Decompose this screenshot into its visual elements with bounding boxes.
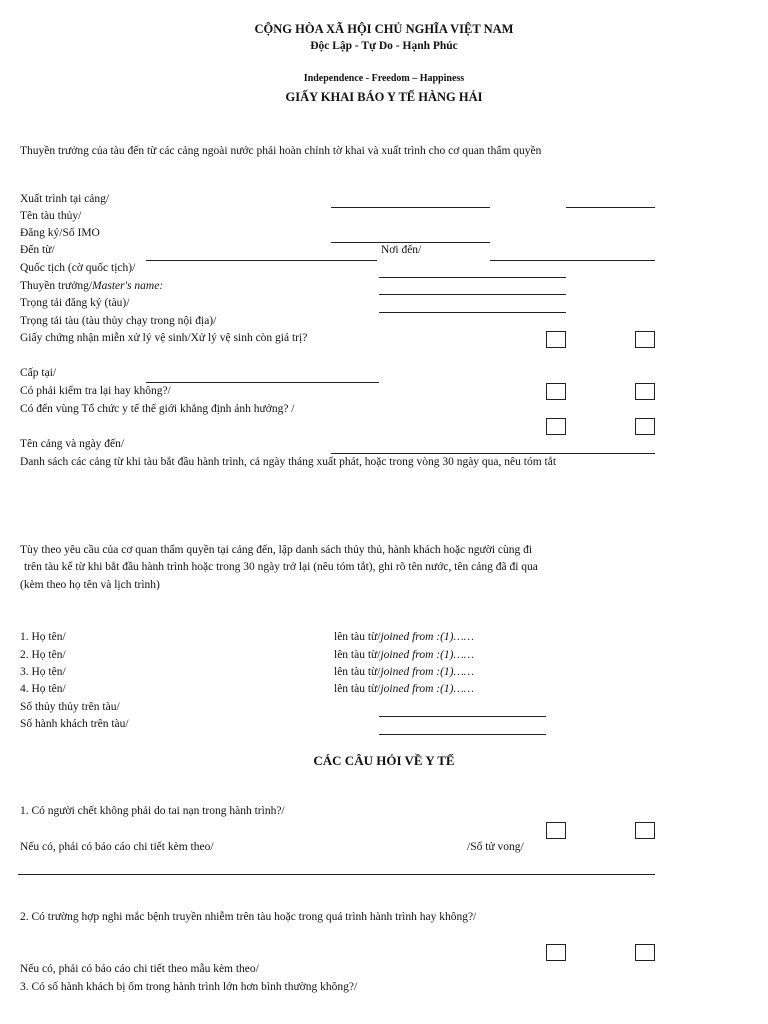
- crew-row-joined: [334, 667, 474, 679]
- health-question-1-deaths: /Số tử vong/: [467, 841, 524, 853]
- health-question-1: 1. Có người chết không phải do tai nạn trong hành trình?/: [20, 805, 285, 817]
- field-xuat-trinh-date-line[interactable]: [566, 207, 655, 208]
- field-xuat-trinh-line[interactable]: [331, 207, 490, 208]
- health-question-2-detail: Nếu có, phải có báo cáo chi tiết theo mẫu kèm theo/: [20, 963, 259, 975]
- crew-row-label: 1. Họ tên/: [20, 631, 66, 643]
- checkbox-giay-chung-nhan-no[interactable]: [635, 331, 655, 348]
- label-masters-name: Master's name:: [92, 280, 164, 292]
- crew-paragraph-line2: trên tàu kể từ khi bắt đầu hành trình hoặc trong 30 ngày trở lại (nêu tóm tắt), ghi rõ tên nước, tên cảng đã đi qua: [24, 561, 538, 573]
- field-ten-cang-line[interactable]: [331, 453, 655, 454]
- label-thuyen-truong: [20, 281, 163, 293]
- field-dang-ky-line[interactable]: [331, 242, 490, 243]
- label-cap-tai: Cấp tại/: [20, 367, 57, 379]
- crew-joined-en: joined from :(1)……: [380, 666, 474, 678]
- label-ten-tau: Tên tàu thủy/: [20, 210, 82, 222]
- checkbox-q2-yes[interactable]: [546, 944, 566, 961]
- crew-joined-en: joined from :(1)……: [380, 631, 474, 643]
- field-q1-detail-line[interactable]: [18, 874, 655, 875]
- crew-row-label: 4. Họ tên/: [20, 683, 66, 695]
- label-xuat-trinh: Xuất trình tại cảng/: [20, 193, 110, 205]
- motto-heading: Độc Lập - Tự Do - Hạnh Phúc: [310, 40, 458, 52]
- field-cap-tai-line[interactable]: [146, 382, 379, 383]
- checkbox-kiem-tra-lai-no[interactable]: [635, 383, 655, 400]
- field-quoc-tich-line[interactable]: [379, 277, 566, 278]
- label-dang-ky: Đăng ký/Số IMO: [20, 227, 100, 239]
- field-den-tu-line[interactable]: [146, 260, 377, 261]
- document-title: GIẤY KHAI BÁO Y TẾ HÀNG HẢI: [285, 90, 483, 104]
- intro-text: Thuyền trưởng của tàu đến từ các cảng ngoài nước phải hoàn chỉnh tờ khai và xuất trình cho cơ quan thẩm quyền: [20, 145, 542, 157]
- label-so-thuy-thu: Số thủy thủy trên tàu/: [20, 701, 120, 713]
- crew-paragraph-line1: Tùy theo yêu cầu của cơ quan thẩm quyền tại cảng đến, lập danh sách thủy thủ, hành khách hoặc người cùng đi: [20, 544, 533, 556]
- health-question-1-detail: Nếu có, phải có báo cáo chi tiết kèm theo/: [20, 841, 214, 853]
- crew-row-joined: [334, 632, 474, 644]
- field-trong-tai-line[interactable]: [379, 312, 566, 313]
- crew-row-label: 3. Họ tên/: [20, 666, 66, 678]
- label-kiem-tra-lai: Có phải kiểm tra lại hay không?/: [20, 385, 171, 397]
- field-noi-den-line[interactable]: [490, 260, 655, 261]
- crew-joined-vn: lên tàu từ/: [334, 649, 381, 661]
- crew-row-label: 2. Họ tên/: [20, 649, 66, 661]
- label-ten-cang-ngay-den: Tên cảng và ngày đến/: [20, 438, 125, 450]
- label-trong-tai-noi-dia: Trọng tải tàu (tàu thủy chạy trong nội địa)/: [20, 315, 217, 327]
- label-vung-who: Có đến vùng Tổ chức y tế thế giới khẳng định ảnh hưởng? /: [20, 403, 295, 415]
- label-danh-sach-cang: Danh sách các cảng từ khi tàu bắt đầu hành trình, cả ngày tháng xuất phát, hoặc trong vòng 30 ngày qua, nêu tóm tắt: [20, 456, 557, 468]
- checkbox-vung-who-yes[interactable]: [546, 418, 566, 435]
- label-trong-tai-dk: Trọng tải đăng ký (tàu)/: [20, 297, 130, 309]
- crew-joined-vn: lên tàu từ/: [334, 631, 381, 643]
- crew-row-joined: [334, 650, 474, 662]
- label-noi-den: Nơi đến/: [381, 244, 422, 256]
- label-thuyen-truong-vn: Thuyền trưởng/: [20, 280, 93, 292]
- crew-joined-en: joined from :(1)……: [380, 683, 474, 695]
- field-so-hanh-khach-line[interactable]: [379, 734, 546, 735]
- checkbox-kiem-tra-lai-yes[interactable]: [546, 383, 566, 400]
- country-heading: CỘNG HÒA XÃ HỘI CHỦ NGHĨA VIỆT NAM: [254, 22, 514, 36]
- crew-joined-vn: lên tàu từ/: [334, 683, 381, 695]
- label-quoc-tich: Quốc tịch (cờ quốc tịch)/: [20, 262, 136, 274]
- health-question-3: 3. Có số hành khách bị ốm trong hành trình lớn hơn bình thường không?/: [20, 981, 358, 993]
- crew-paragraph-line3: (kèm theo họ tên và lịch trình): [20, 579, 160, 591]
- label-giay-chung-nhan: Giấy chứng nhận miễn xử lý vệ sinh/Xử lý vệ sinh còn giá trị?: [20, 332, 308, 344]
- crew-row-joined: [334, 684, 474, 696]
- label-so-hanh-khach: Số hành khách trên tàu/: [20, 718, 129, 730]
- checkbox-q1-yes[interactable]: [546, 822, 566, 839]
- checkbox-q2-no[interactable]: [635, 944, 655, 961]
- motto-english: Independence - Freedom – Happiness: [303, 73, 465, 84]
- health-question-2: 2. Có trường hợp nghi mắc bệnh truyền nhiễm trên tàu hoặc trong quá trình hành trình hay không?/: [20, 911, 477, 923]
- checkbox-q1-no[interactable]: [635, 822, 655, 839]
- field-so-thuy-thu-line[interactable]: [379, 716, 546, 717]
- field-thuyen-truong-line[interactable]: [379, 294, 566, 295]
- crew-joined-vn: lên tàu từ/: [334, 666, 381, 678]
- health-section-title: CÁC CÂU HỎI VỀ Y TẾ: [313, 753, 455, 768]
- checkbox-giay-chung-nhan-yes[interactable]: [546, 331, 566, 348]
- checkbox-vung-who-no[interactable]: [635, 418, 655, 435]
- crew-joined-en: joined from :(1)……: [380, 649, 474, 661]
- label-den-tu: Đến từ/: [20, 244, 55, 256]
